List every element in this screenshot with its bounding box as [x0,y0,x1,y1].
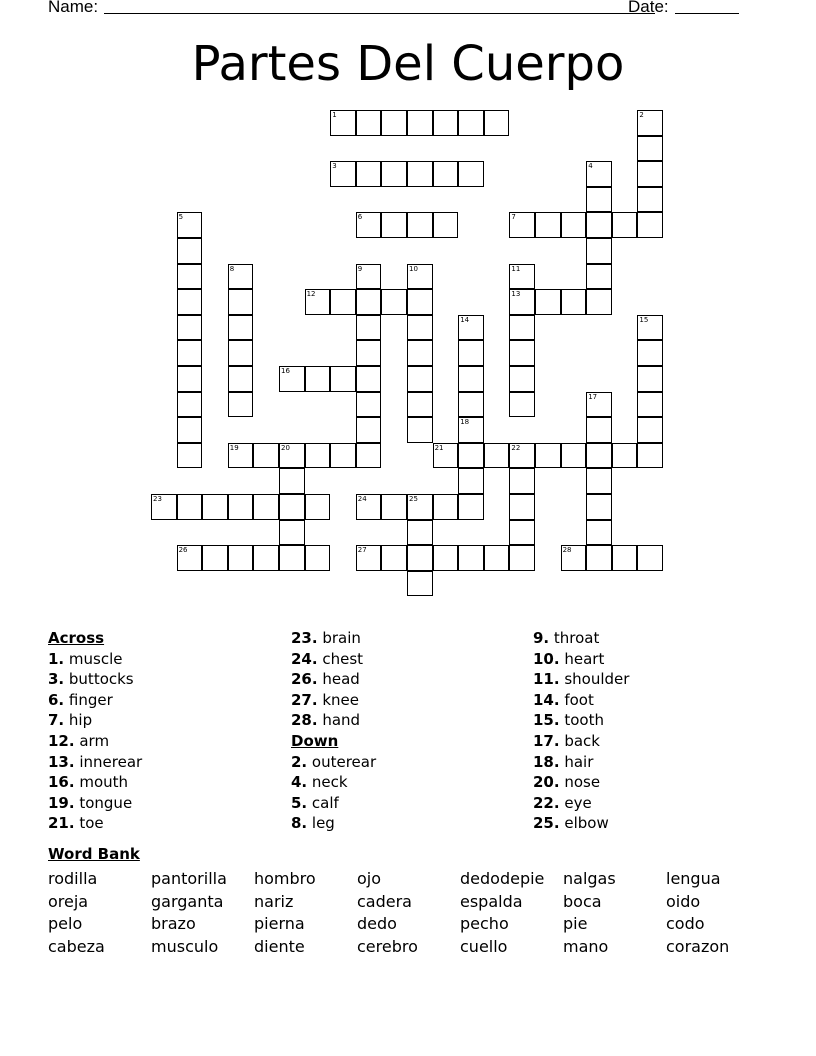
clue-item-text: heart [559,649,605,668]
clue-number: 1 [332,111,337,119]
crossword-cell[interactable] [151,494,177,520]
crossword-cell[interactable] [637,545,663,571]
crossword-cell[interactable] [330,110,356,136]
clue-item-text: elbow [559,814,609,833]
crossword-cell[interactable] [177,238,203,264]
crossword-cell[interactable] [407,161,433,187]
crossword-cell[interactable] [509,443,535,469]
clue-item [533,731,629,752]
clue-item-number: 13. [48,752,75,771]
clue-item-text: arm [74,731,110,750]
clue-number: 5 [178,213,184,222]
crossword-cell[interactable] [253,443,279,469]
name-label: Name: [48,0,99,16]
clue-item-number: 6. [48,690,65,709]
word-bank-item: boca [563,891,602,911]
clue-number: 2 [639,111,644,119]
crossword-cell[interactable] [612,212,638,238]
clue-item [48,731,142,752]
clue-number: 15 [639,315,649,324]
crossword-cell[interactable] [381,212,407,238]
crossword-cell[interactable] [509,212,535,238]
crossword-cell[interactable] [356,315,382,341]
clue-item [533,710,629,731]
crossword-cell[interactable] [561,443,587,469]
crossword-cell[interactable] [177,494,203,520]
crossword-cell[interactable] [586,443,612,469]
clue-item-text: neck [307,773,348,792]
clue-item-text: nose [559,773,601,792]
crossword-cell[interactable] [458,494,484,520]
crossword-cell[interactable] [279,443,305,469]
word-bank-item: garganta [151,891,224,911]
clue-item [291,669,376,690]
crossword-cell[interactable] [177,366,203,392]
clue-number: 6 [357,213,363,222]
clue-item-number: 28. [291,711,318,730]
crossword-cell[interactable] [356,366,382,392]
clue-item-text: toe [74,814,104,833]
crossword-cell[interactable] [356,494,382,520]
crossword-cell[interactable] [381,110,407,136]
clue-item [48,752,142,773]
crossword-cell[interactable] [407,520,433,546]
crossword-cell[interactable] [637,187,663,213]
crossword-cell[interactable] [356,264,382,290]
clue-number: 7 [511,213,516,222]
crossword-cell[interactable] [279,366,305,392]
clue-item-number: 16. [48,773,75,792]
word-bank-item: pierna [254,914,305,933]
clues-column-3 [533,628,629,834]
clue-item [533,628,629,649]
crossword-cell[interactable] [586,161,612,187]
clue-item-number: 5. [291,793,308,812]
word-bank-item: musculo [151,936,219,956]
clue-item-number: 15. [533,711,560,730]
crossword-cell[interactable] [356,110,382,136]
clue-item-number: 24. [291,649,318,668]
crossword-cell[interactable] [356,289,382,315]
word-bank-item: cabeza [48,936,105,956]
crossword-cell[interactable] [586,545,612,571]
crossword-cell[interactable] [586,417,612,443]
clue-item [48,793,142,814]
clue-item [48,813,142,834]
word-bank-item: espalda [460,891,523,911]
clue-number: 9 [357,264,363,273]
clue-number: 8 [229,264,235,273]
crossword-cell[interactable] [330,161,356,187]
clue-item-text: calf [307,793,339,812]
crossword-cell[interactable] [586,238,612,264]
clue-section-heading: Across [48,629,105,647]
crossword-cell[interactable] [228,340,254,366]
clue-number: 14 [460,315,470,324]
crossword-cell[interactable] [561,212,587,238]
crossword-cell[interactable] [407,212,433,238]
crossword-cell[interactable] [279,545,305,571]
crossword-cell[interactable] [356,443,382,469]
clue-item-text: hand [317,711,361,730]
crossword-cell[interactable] [458,417,484,443]
clue-item [533,649,629,670]
word-bank-item: corazon [666,936,730,956]
crossword-cell[interactable] [253,545,279,571]
clue-item [291,628,376,649]
clue-number: 28 [562,546,572,555]
clue-section-heading: Down [291,731,339,750]
clue-item [48,669,142,690]
clue-number: 10 [409,264,418,273]
clue-item [291,793,376,814]
clue-item-number: 1. [48,649,65,668]
crossword-cell[interactable] [330,443,356,469]
clue-number: 26 [178,546,188,555]
crossword-cell[interactable] [407,315,433,341]
crossword-cell[interactable] [458,110,484,136]
crossword-cell[interactable] [356,340,382,366]
clue-item [48,710,142,731]
crossword-cell[interactable] [509,392,535,418]
clue-number: 16 [281,367,290,375]
crossword-cell[interactable] [535,212,561,238]
crossword-cell[interactable] [637,212,663,238]
clue-number: 11 [511,264,521,273]
clue-item-number: 25. [533,814,560,833]
crossword-cell[interactable] [535,443,561,469]
clue-item [48,772,142,793]
clues-column-1 [48,628,142,834]
crossword-cell[interactable] [305,545,331,571]
clue-item-number: 11. [533,670,560,689]
crossword-cell[interactable] [228,315,254,341]
crossword-cell[interactable] [561,289,587,315]
clue-item [291,710,376,731]
crossword-cell[interactable] [509,289,535,315]
clue-number: 23 [153,495,162,503]
clue-item-number: 10. [533,649,560,668]
clue-item-number: 8. [291,814,308,833]
crossword-cell[interactable] [484,443,510,469]
clue-item-text: knee [317,690,359,709]
crossword-cell[interactable] [637,443,663,469]
date-label: Date: [628,0,669,16]
clue-item-number: 27. [291,690,318,709]
crossword-cell[interactable] [586,520,612,546]
crossword-cell[interactable] [612,443,638,469]
crossword-cell[interactable] [330,289,356,315]
clue-item-text: muscle [64,649,123,668]
crossword-cell[interactable] [586,289,612,315]
clue-number: 12 [306,290,316,299]
crossword-cell[interactable] [279,468,305,494]
clue-item-number: 14. [533,690,560,709]
clue-item [291,772,376,793]
word-bank-item: nariz [254,891,294,911]
clue-item [291,752,376,773]
word-bank-item: cerebro [357,936,418,956]
crossword-cell[interactable] [484,545,510,571]
word-bank-item: oido [666,891,701,911]
crossword-cell[interactable] [177,545,203,571]
crossword-cell[interactable] [509,468,535,494]
crossword-cell[interactable] [177,340,203,366]
crossword-cell[interactable] [279,494,305,520]
clue-item-number: 7. [48,711,65,730]
crossword-cell[interactable] [509,366,535,392]
crossword-cell[interactable] [586,468,612,494]
clue-item-text: shoulder [559,670,630,689]
word-bank-item: brazo [151,914,196,933]
crossword-cell[interactable] [433,161,459,187]
crossword-cell[interactable] [228,545,254,571]
crossword-cell[interactable] [356,161,382,187]
crossword-cell[interactable] [458,340,484,366]
clue-item-text: head [317,670,360,689]
crossword-cell[interactable] [228,443,254,469]
crossword-cell[interactable] [637,392,663,418]
crossword-cell[interactable] [637,366,663,392]
clue-item [533,772,629,793]
crossword-cell[interactable] [637,110,663,136]
clue-item-text: tongue [74,793,133,812]
crossword-cell[interactable] [509,264,535,290]
crossword-cell[interactable] [458,366,484,392]
clue-number: 18 [460,418,470,427]
crossword-cell[interactable] [228,366,254,392]
crossword-cell[interactable] [305,289,331,315]
clue-item-text: hair [559,752,594,771]
word-bank-item: dedo [357,914,397,933]
clue-item-number: 2. [291,752,308,771]
crossword-cell[interactable] [253,494,279,520]
word-bank-item: pecho [460,914,509,933]
crossword-cell[interactable] [458,315,484,341]
word-bank-item: dedodepie [460,869,545,888]
word-bank [48,868,768,957]
word-bank-item: oreja [48,891,89,911]
clue-number: 13 [511,290,521,299]
crossword-cell[interactable] [356,417,382,443]
crossword-cell[interactable] [509,520,535,546]
crossword-cell[interactable] [637,340,663,366]
word-bank-item: codo [666,914,705,933]
word-bank-item: pantorilla [151,869,227,888]
crossword-cell[interactable] [407,110,433,136]
crossword-cell[interactable] [458,545,484,571]
crossword-cell[interactable] [177,443,203,469]
crossword-cell[interactable] [356,212,382,238]
word-bank-item: pie [563,914,588,933]
clue-item-number: 12. [48,731,75,750]
crossword-cell[interactable] [509,494,535,520]
crossword-cell[interactable] [509,545,535,571]
crossword-cell[interactable] [561,545,587,571]
clue-number: 20 [281,443,290,452]
page-title: Partes Del Cuerpo [191,36,625,92]
word-bank-item: cuello [460,936,508,956]
clue-number: 24 [357,495,367,503]
clue-item-text: chest [317,649,364,668]
crossword-cell[interactable] [637,417,663,443]
crossword-cell[interactable] [458,468,484,494]
crossword-cell[interactable] [202,545,228,571]
crossword-cell[interactable] [177,264,203,290]
clue-number: 17 [588,392,598,401]
crossword-cell[interactable] [586,212,612,238]
clue-item-text: tooth [559,711,604,730]
clue-item-text: outerear [307,752,377,771]
crossword-cell[interactable] [407,392,433,418]
crossword-cell[interactable] [202,494,228,520]
crossword-cell[interactable] [305,494,331,520]
crossword-cell[interactable] [356,392,382,418]
clue-item [533,669,629,690]
word-bank-item: nalgas [563,869,616,888]
crossword-cell[interactable] [177,289,203,315]
crossword-cell[interactable] [433,545,459,571]
clue-item-number: 26. [291,670,318,689]
crossword-cell[interactable] [433,212,459,238]
clue-item [291,690,376,711]
clue-number: 3 [332,162,337,171]
clue-item [533,690,629,711]
crossword-cell[interactable] [586,392,612,418]
clue-item-text: throat [549,629,600,647]
word-bank-item: ojo [357,869,382,888]
crossword-cell[interactable] [535,289,561,315]
clue-item [291,649,376,670]
word-bank-item: cadera [357,891,412,911]
crossword-cell[interactable] [433,494,459,520]
crossword-cell[interactable] [433,110,459,136]
word-bank-title: Word Bank [48,845,140,863]
clue-item-number: 20. [533,773,560,792]
clue-number: 25 [409,495,418,503]
clue-number: 4 [588,162,593,171]
crossword-cell[interactable] [509,315,535,341]
crossword-cell[interactable] [407,366,433,392]
word-bank-item: pelo [48,914,83,933]
crossword-cell[interactable] [586,494,612,520]
crossword-cell[interactable] [228,289,254,315]
clue-item-number: 22. [533,793,560,812]
crossword-cell[interactable] [407,494,433,520]
clue-item-number: 4. [291,773,308,792]
clue-item [533,793,629,814]
crossword-cell[interactable] [228,264,254,290]
clue-item [533,752,629,773]
clue-item-text: innerear [74,752,143,771]
clue-item-text: hip [64,711,93,730]
crossword-cell[interactable] [586,264,612,290]
crossword-cell[interactable] [407,417,433,443]
crossword-cell[interactable] [381,545,407,571]
clue-item-text: finger [64,690,113,709]
clue-item [533,813,629,834]
clue-item-text: foot [559,690,594,709]
clue-number: 19 [229,443,239,452]
word-bank-item: hombro [254,869,316,888]
clue-item-text: mouth [74,773,129,792]
crossword-cell[interactable] [381,289,407,315]
clue-item-text: back [559,731,600,750]
clue-item [48,649,142,670]
clue-item-number: 9. [533,629,550,647]
crossword-cell[interactable] [177,417,203,443]
crossword-cell[interactable] [433,443,459,469]
crossword-cell[interactable] [484,110,510,136]
crossword-cell[interactable] [279,520,305,546]
crossword-cell[interactable] [458,161,484,187]
crossword-cell[interactable] [612,545,638,571]
word-bank-item: lengua [666,869,721,888]
crossword-cell[interactable] [305,443,331,469]
clue-number: 27 [357,546,367,555]
clue-item-text: leg [307,814,335,833]
clue-item-text: brain [317,629,361,647]
clue-item-text: eye [559,793,592,812]
crossword-cell[interactable] [637,315,663,341]
crossword-cell[interactable] [381,494,407,520]
crossword-cell[interactable] [177,315,203,341]
crossword-cell[interactable] [177,212,203,238]
crossword-cell[interactable] [637,161,663,187]
word-bank-item: rodilla [48,869,98,888]
clue-number: 22 [511,443,521,452]
crossword-cell[interactable] [509,340,535,366]
crossword-cell[interactable] [177,392,203,418]
clues-column-2 [291,628,376,834]
crossword-cell[interactable] [586,187,612,213]
crossword-cell[interactable] [407,289,433,315]
word-bank-item: diente [254,936,305,956]
clue-item-text: buttocks [64,670,134,689]
clue-item-number: 19. [48,793,75,812]
crossword-cell[interactable] [228,392,254,418]
crossword-cell[interactable] [407,264,433,290]
crossword-cell[interactable] [407,571,433,597]
crossword-cell[interactable] [305,366,331,392]
clue-item-number: 17. [533,731,560,750]
crossword-cell[interactable] [458,443,484,469]
crossword-cell[interactable] [458,392,484,418]
clue-item-number: 23. [291,629,318,647]
crossword-cell[interactable] [228,494,254,520]
word-bank-item: mano [563,936,609,956]
clue-item [291,813,376,834]
crossword-cell[interactable] [330,366,356,392]
clue-item [48,690,142,711]
crossword-cell[interactable] [637,136,663,162]
clue-item-number: 3. [48,670,65,689]
crossword-cell[interactable] [407,545,433,571]
crossword-cell[interactable] [381,161,407,187]
clue-number: 21 [434,443,444,452]
crossword-cell[interactable] [407,340,433,366]
clue-item-number: 18. [533,752,560,771]
crossword-cell[interactable] [356,545,382,571]
clue-item-number: 21. [48,814,75,833]
